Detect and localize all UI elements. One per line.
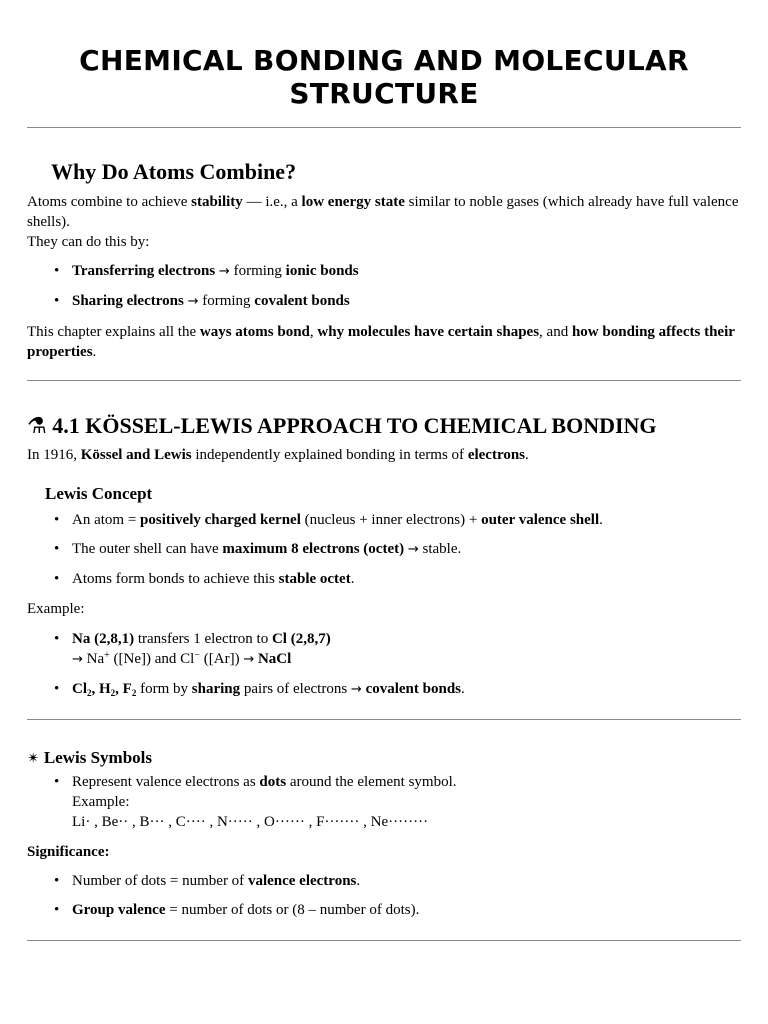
- list-item: [72, 510, 741, 530]
- significance-list: [27, 871, 741, 920]
- text: , and: [539, 324, 572, 340]
- divider: [27, 719, 741, 720]
- text: independently explained bonding in terms of: [191, 447, 468, 463]
- bold-text: low energy state: [301, 194, 405, 210]
- bold-text: covalent bonds: [254, 293, 350, 309]
- significance-label: [27, 842, 741, 862]
- subscript: 2: [131, 688, 137, 698]
- text: forming: [198, 293, 255, 309]
- list-item: [72, 871, 741, 891]
- text: Atoms combine to achieve: [27, 194, 192, 210]
- text: similar to noble gases (which already have full valence shells).: [27, 194, 739, 230]
- list-item: [72, 291, 741, 312]
- example-label: Example:: [27, 601, 85, 617]
- text: transfers 1 electron to: [134, 631, 272, 647]
- bold-text: Significance:: [27, 844, 110, 860]
- subscript: 2: [87, 688, 92, 698]
- arrow-icon: →: [243, 652, 255, 667]
- text: Atoms form bonds to achieve this: [72, 571, 279, 587]
- text: , F: [115, 681, 132, 697]
- subheading-lewis-symbols: [27, 747, 741, 769]
- bold-text: ways atoms bond: [199, 324, 310, 340]
- text: = number of dots or (8 – number of dots).: [165, 902, 420, 918]
- subheading-lewis-concept: Lewis Concept: [45, 484, 153, 503]
- text: (nucleus + inner electrons) +: [300, 512, 482, 528]
- arrow-icon: →: [407, 542, 419, 557]
- lewis-symbols-list: [27, 772, 741, 832]
- bold-text: covalent bonds: [365, 681, 462, 697]
- heading-text: 4.1 KÖSSEL-LEWIS APPROACH TO CHEMICAL BONDING: [52, 413, 657, 438]
- text: .: [461, 681, 465, 697]
- text: Na: [82, 651, 105, 667]
- text: pairs of electrons: [240, 681, 351, 697]
- text: , H: [91, 681, 111, 697]
- arrow-icon: →: [72, 652, 83, 667]
- text: — i.e., a: [242, 194, 302, 210]
- bold-text: dots: [259, 774, 287, 790]
- bold-text: Sharing electrons: [72, 293, 184, 309]
- text: .: [92, 344, 97, 360]
- list-item: [72, 679, 741, 700]
- list-item: [72, 569, 741, 589]
- formula: [72, 681, 136, 697]
- arrow-icon: →: [350, 682, 362, 697]
- bonding-examples-list: [27, 629, 741, 700]
- bond-methods-list: [27, 261, 741, 312]
- bold-text: maximum 8 electrons (octet): [222, 541, 405, 557]
- text: ,: [309, 324, 318, 340]
- text: stable.: [418, 541, 462, 557]
- bold-text: ionic bonds: [285, 263, 359, 279]
- page-title: CHEMICAL BONDING AND MOLECULAR STRUCTURE: [79, 44, 689, 110]
- subscript: 2: [110, 688, 116, 698]
- text: This chapter explains all the: [27, 324, 200, 340]
- heading-text: Lewis Symbols: [43, 748, 152, 767]
- arrow-icon: →: [218, 264, 230, 279]
- bold-text: why molecules have certain shapes: [317, 324, 540, 340]
- divider: [27, 380, 741, 381]
- text: ([Ne]) and Cl: [109, 651, 195, 667]
- lewis-concept-list: [27, 510, 741, 589]
- list-item: [72, 900, 741, 920]
- bold-text: how bonding affects their properties: [27, 324, 735, 360]
- chapter-summary-paragraph: [27, 322, 741, 362]
- bold-text: stable octet: [278, 571, 351, 587]
- section-heading-why-atoms-combine: Why Do Atoms Combine?: [51, 159, 297, 184]
- bold-text: electrons: [467, 447, 526, 463]
- bold-text: positively charged kernel: [140, 512, 301, 528]
- text: Number of dots = number of: [72, 873, 248, 889]
- flask-icon: ⚗: [27, 414, 47, 439]
- text: .: [525, 447, 529, 463]
- bold-text: Na (2,8,1): [72, 631, 135, 647]
- example-label: Example:: [72, 794, 130, 810]
- superscript: +: [104, 650, 110, 661]
- list-item: [72, 772, 741, 832]
- superscript: −: [194, 650, 200, 661]
- bold-text: NaCl: [257, 651, 292, 667]
- list-item: [72, 629, 741, 670]
- text: The outer shell can have: [72, 541, 223, 557]
- star-icon: ✴: [27, 749, 40, 767]
- divider: [27, 940, 741, 941]
- intro-lead-in: They can do this by:: [27, 234, 150, 250]
- lewis-symbols-examples: Li· , Be·· , B··· , C···· , N····· , O······ , F······· , Ne········: [72, 814, 429, 830]
- text: .: [356, 873, 361, 889]
- bold-text: Transferring electrons: [72, 263, 216, 279]
- text: .: [350, 571, 355, 587]
- section-4-1-intro: [27, 445, 741, 465]
- text: around the element symbol.: [286, 774, 457, 790]
- divider: [27, 127, 741, 128]
- intro-section: [27, 158, 741, 362]
- text: ([Ar]): [200, 651, 244, 667]
- text: .: [599, 512, 603, 528]
- section-heading-4-1: [27, 412, 741, 441]
- lewis-symbols-section: [27, 747, 741, 920]
- bold-text: valence electrons: [247, 873, 357, 889]
- list-item: [72, 539, 741, 560]
- text: form by: [136, 681, 192, 697]
- arrow-icon: →: [187, 294, 199, 309]
- text: In 1916,: [27, 447, 81, 463]
- intro-paragraph: [27, 192, 741, 232]
- bold-text: Kössel and Lewis: [80, 447, 192, 463]
- bold-text: Group valence: [72, 902, 166, 918]
- section-4-1: [27, 412, 741, 700]
- bold-text: outer valence shell: [481, 512, 600, 528]
- text: forming: [229, 263, 286, 279]
- bold-text: stability: [191, 194, 243, 210]
- text: An atom =: [72, 512, 141, 528]
- text: Cl: [72, 681, 87, 697]
- bold-text: sharing: [191, 681, 241, 697]
- bold-text: Cl (2,8,7): [271, 631, 331, 647]
- text: Represent valence electrons as: [72, 774, 260, 790]
- list-item: [72, 261, 741, 282]
